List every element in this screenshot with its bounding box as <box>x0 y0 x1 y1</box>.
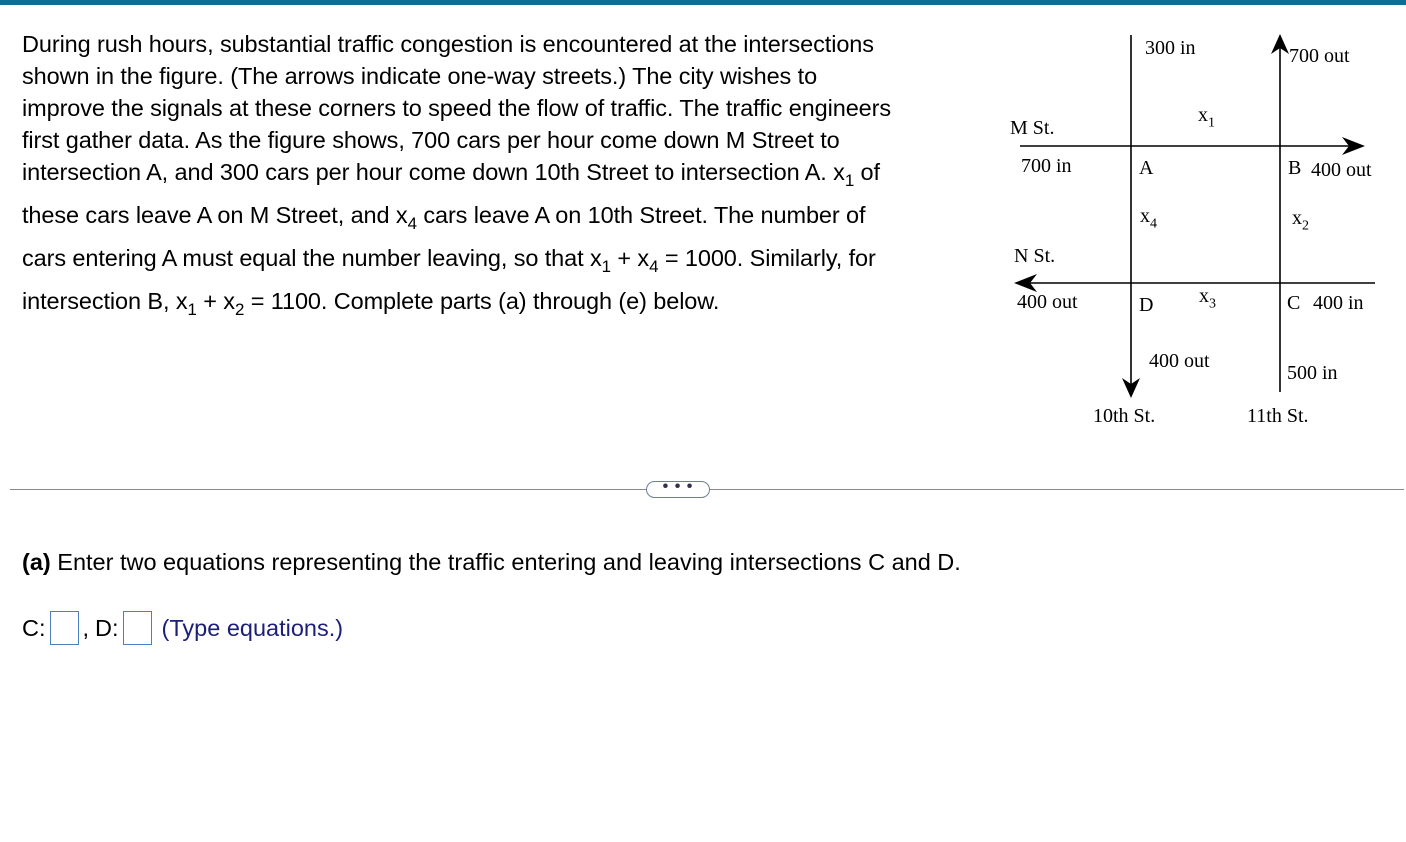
problem-line-1: During rush hours, substantial traffic congestion is encountered at the intersections <box>22 31 874 57</box>
d-answer-label: D: <box>95 614 119 641</box>
m-street-label: M St. <box>1010 117 1055 139</box>
text-segment: = 1100. Complete parts (a) through (e) below. <box>244 288 720 314</box>
text-segment: + x <box>196 288 235 314</box>
eleventh-street-label: 11th St. <box>1247 405 1309 427</box>
out-400-b-label: 400 out <box>1311 159 1372 181</box>
in-700-label: 700 in <box>1021 155 1072 177</box>
text-segment: cars entering A must equal the number leaving, so that x <box>22 245 602 271</box>
problem-line-2: shown in the figure. (The arrows indicate one-way streets.) The city wishes to <box>22 63 818 89</box>
subscript: 4 <box>1150 216 1157 232</box>
out-400-n-label: 400 out <box>1017 291 1078 313</box>
n-street-label: N St. <box>1014 245 1056 267</box>
problem-line-5 <box>22 156 1007 194</box>
intersection-c-label: C <box>1287 292 1301 314</box>
intersection-a-label: A <box>1139 157 1154 179</box>
problem-line-4: first gather data. As the figure shows, 700 cars per hour come down M Street to <box>22 127 840 153</box>
in-400-c-label: 400 in <box>1313 292 1364 314</box>
problem-line-6 <box>22 194 1007 237</box>
text-segment: these cars leave A on M Street, and x <box>22 202 408 228</box>
subscript: 2 <box>1302 218 1309 234</box>
tenth-street-label: 10th St. <box>1093 405 1156 427</box>
answer-separator: , <box>82 614 90 641</box>
expand-more-button[interactable]: • • • <box>646 481 710 498</box>
problem-line-3: improve the signals at these corners to speed the flow of traffic. The traffic engineers <box>22 95 892 121</box>
traffic-intersection-figure <box>1000 20 1400 440</box>
intersection-b-label: B <box>1288 157 1302 179</box>
problem-line-8 <box>22 280 1007 323</box>
variable-x: x <box>1199 285 1209 307</box>
text-segment: cars leave A on 10th Street. The number of <box>416 202 866 228</box>
text-segment: intersection B, x <box>22 288 188 314</box>
x2-label <box>1292 207 1309 234</box>
part-a-prefix: (a) <box>22 549 51 575</box>
text-segment: + x <box>610 245 650 271</box>
out-700-label: 700 out <box>1289 45 1350 67</box>
c-equation-input[interactable] <box>50 611 79 645</box>
x3-label <box>1199 285 1216 312</box>
answer-row <box>22 609 343 647</box>
subscript: 3 <box>1209 296 1216 312</box>
subscript: 1 <box>601 256 611 276</box>
intersection-d-label: D <box>1139 294 1154 316</box>
subscript: 1 <box>1208 115 1215 131</box>
subscript: 1 <box>187 299 197 319</box>
subscript: 1 <box>844 170 855 190</box>
c-answer-label: C: <box>22 614 46 641</box>
text-segment: of <box>854 159 880 185</box>
top-accent-bar <box>0 0 1406 5</box>
text-segment: intersection A, and 300 cars per hour come down 10th Street to intersection A. x <box>22 159 845 185</box>
variable-x: x <box>1292 207 1302 229</box>
part-a-prompt <box>22 549 961 576</box>
problem-statement <box>22 28 1007 323</box>
variable-x: x <box>1140 205 1150 227</box>
street-grid <box>1000 20 1400 440</box>
text-segment: = 1000. Similarly, for <box>658 245 876 271</box>
in-500-label: 500 in <box>1287 362 1338 384</box>
in-300-label: 300 in <box>1145 37 1196 59</box>
x4-label <box>1140 205 1157 232</box>
part-a-text: Enter two equations representing the traffic entering and leaving intersections C and D. <box>50 549 961 575</box>
subscript: 4 <box>649 256 659 276</box>
d-equation-input[interactable] <box>123 611 152 645</box>
subscript: 2 <box>234 299 245 319</box>
variable-x: x <box>1198 104 1208 126</box>
x1-label <box>1198 104 1215 131</box>
type-equations-hint: (Type equations.) <box>161 614 344 641</box>
subscript: 4 <box>407 213 417 233</box>
problem-line-7 <box>22 237 1007 280</box>
out-400-d-label: 400 out <box>1149 350 1210 372</box>
